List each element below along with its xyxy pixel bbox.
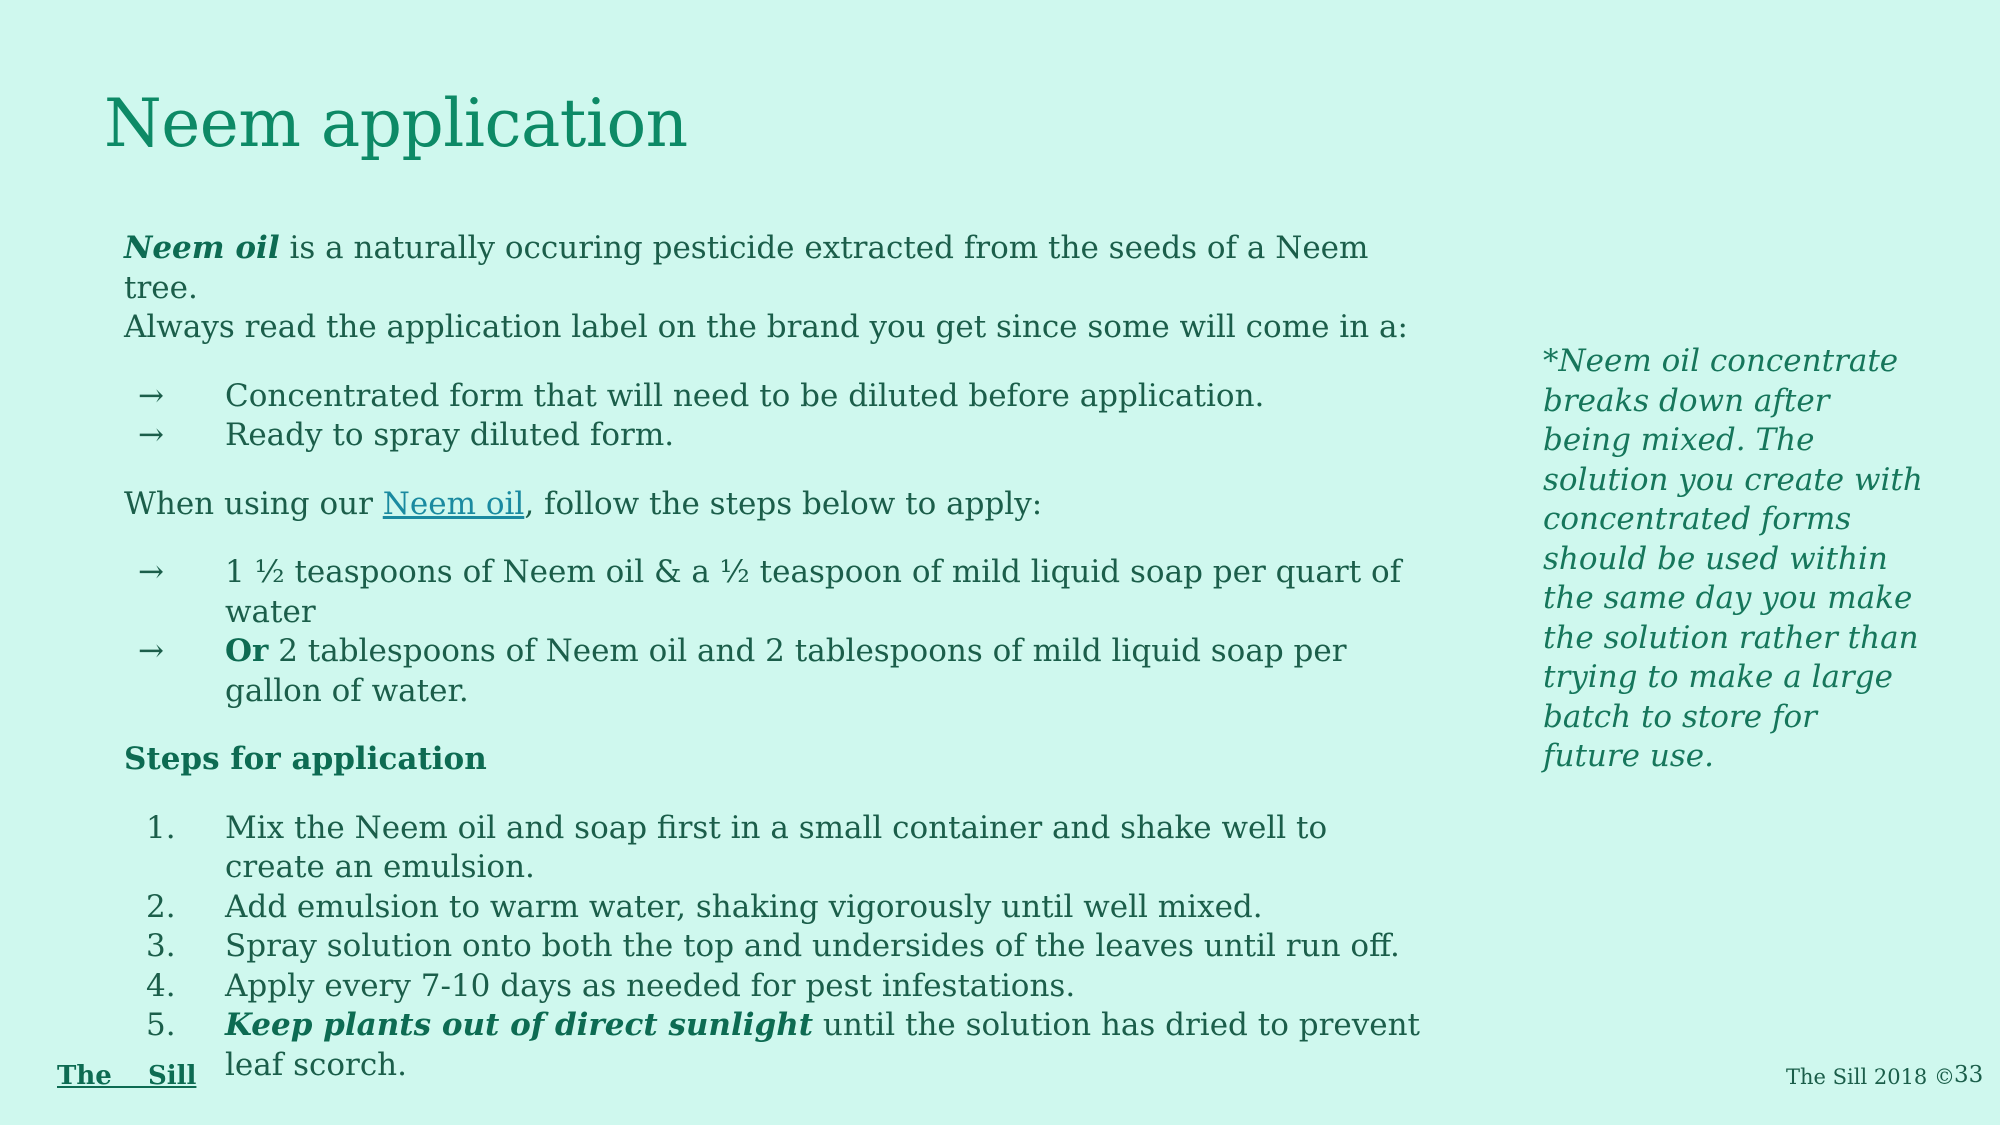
list-item [124, 377, 1424, 417]
side-note: *Neem oil concentrate breaks down after being mixed. The solution you create with concentrated forms should be used within the same day you make the solution rather than trying to make a large batch to store for future use. [1543, 343, 1923, 774]
neem-oil-link[interactable]: Neem oil [382, 485, 525, 522]
step-text: Mix the Neem oil and soap first in a small container and shake well to create an emulsion. [225, 809, 1328, 885]
list-item [124, 632, 1424, 711]
list-item [124, 553, 1424, 632]
list-item-text: Concentrated form that will need to be diluted before application. [225, 377, 1265, 414]
main-content [124, 229, 1424, 1085]
step-text: Apply every 7-10 days as needed for pest infestations. [225, 967, 1076, 1004]
steps-list [124, 809, 1424, 1086]
step-text: Spray solution onto both the top and undersides of the leaves until run off. [225, 928, 1400, 964]
neem-oil-term: Neem oil [124, 230, 280, 266]
arrow-icon: → [138, 633, 164, 669]
page-number: 33 [1954, 1062, 1984, 1088]
slide-title: Neem application [104, 85, 688, 162]
intro-paragraph [124, 229, 1424, 348]
step-number: 5. [146, 1007, 176, 1043]
the-sill-logo[interactable]: The Sill [57, 1061, 197, 1091]
list-item [124, 416, 1424, 456]
or-label: Or [225, 633, 269, 669]
usage-paragraph [124, 485, 1424, 525]
step-item [124, 809, 1424, 888]
step-item [124, 967, 1424, 1007]
step-item [124, 1006, 1424, 1085]
step-item [124, 888, 1424, 928]
usage-text-end: , follow the steps below to apply: [524, 485, 1043, 522]
list-item-text: Ready to spray diluted form. [225, 417, 675, 453]
intro-text-line2: Always read the application label on the brand you get since some will come in a: [124, 309, 1408, 345]
arrow-icon: → [138, 377, 164, 414]
forms-list [124, 377, 1424, 456]
sunlight-warning: Keep plants out of direct sunlight [225, 1007, 814, 1043]
step-number: 1. [146, 809, 176, 846]
step-number: 4. [146, 967, 176, 1004]
steps-heading: Steps for application [124, 741, 487, 777]
ratios-list [124, 553, 1424, 711]
list-item-text: 1 ½ teaspoons of Neem oil & a ½ teaspoon of mild liquid soap per quart of water [225, 554, 1402, 630]
arrow-icon: → [138, 417, 164, 453]
arrow-icon: → [138, 554, 164, 590]
list-item-text: 2 tablespoons of Neem oil and 2 tablespoons of mild liquid soap per gallon of water. [225, 633, 1347, 709]
step-item [124, 927, 1424, 967]
intro-text: is a naturally occuring pesticide extracted from the seeds of a Neem tree. [124, 230, 1369, 306]
copyright-text: The Sill 2018 © [1786, 1065, 1955, 1089]
step-number: 3. [146, 928, 176, 964]
step-number: 2. [146, 888, 176, 925]
usage-text: When using our [124, 485, 383, 522]
step-text: until the solution has dried to prevent leaf scorch. [225, 1007, 1421, 1083]
step-text: Add emulsion to warm water, shaking vigorously until well mixed. [225, 888, 1263, 925]
